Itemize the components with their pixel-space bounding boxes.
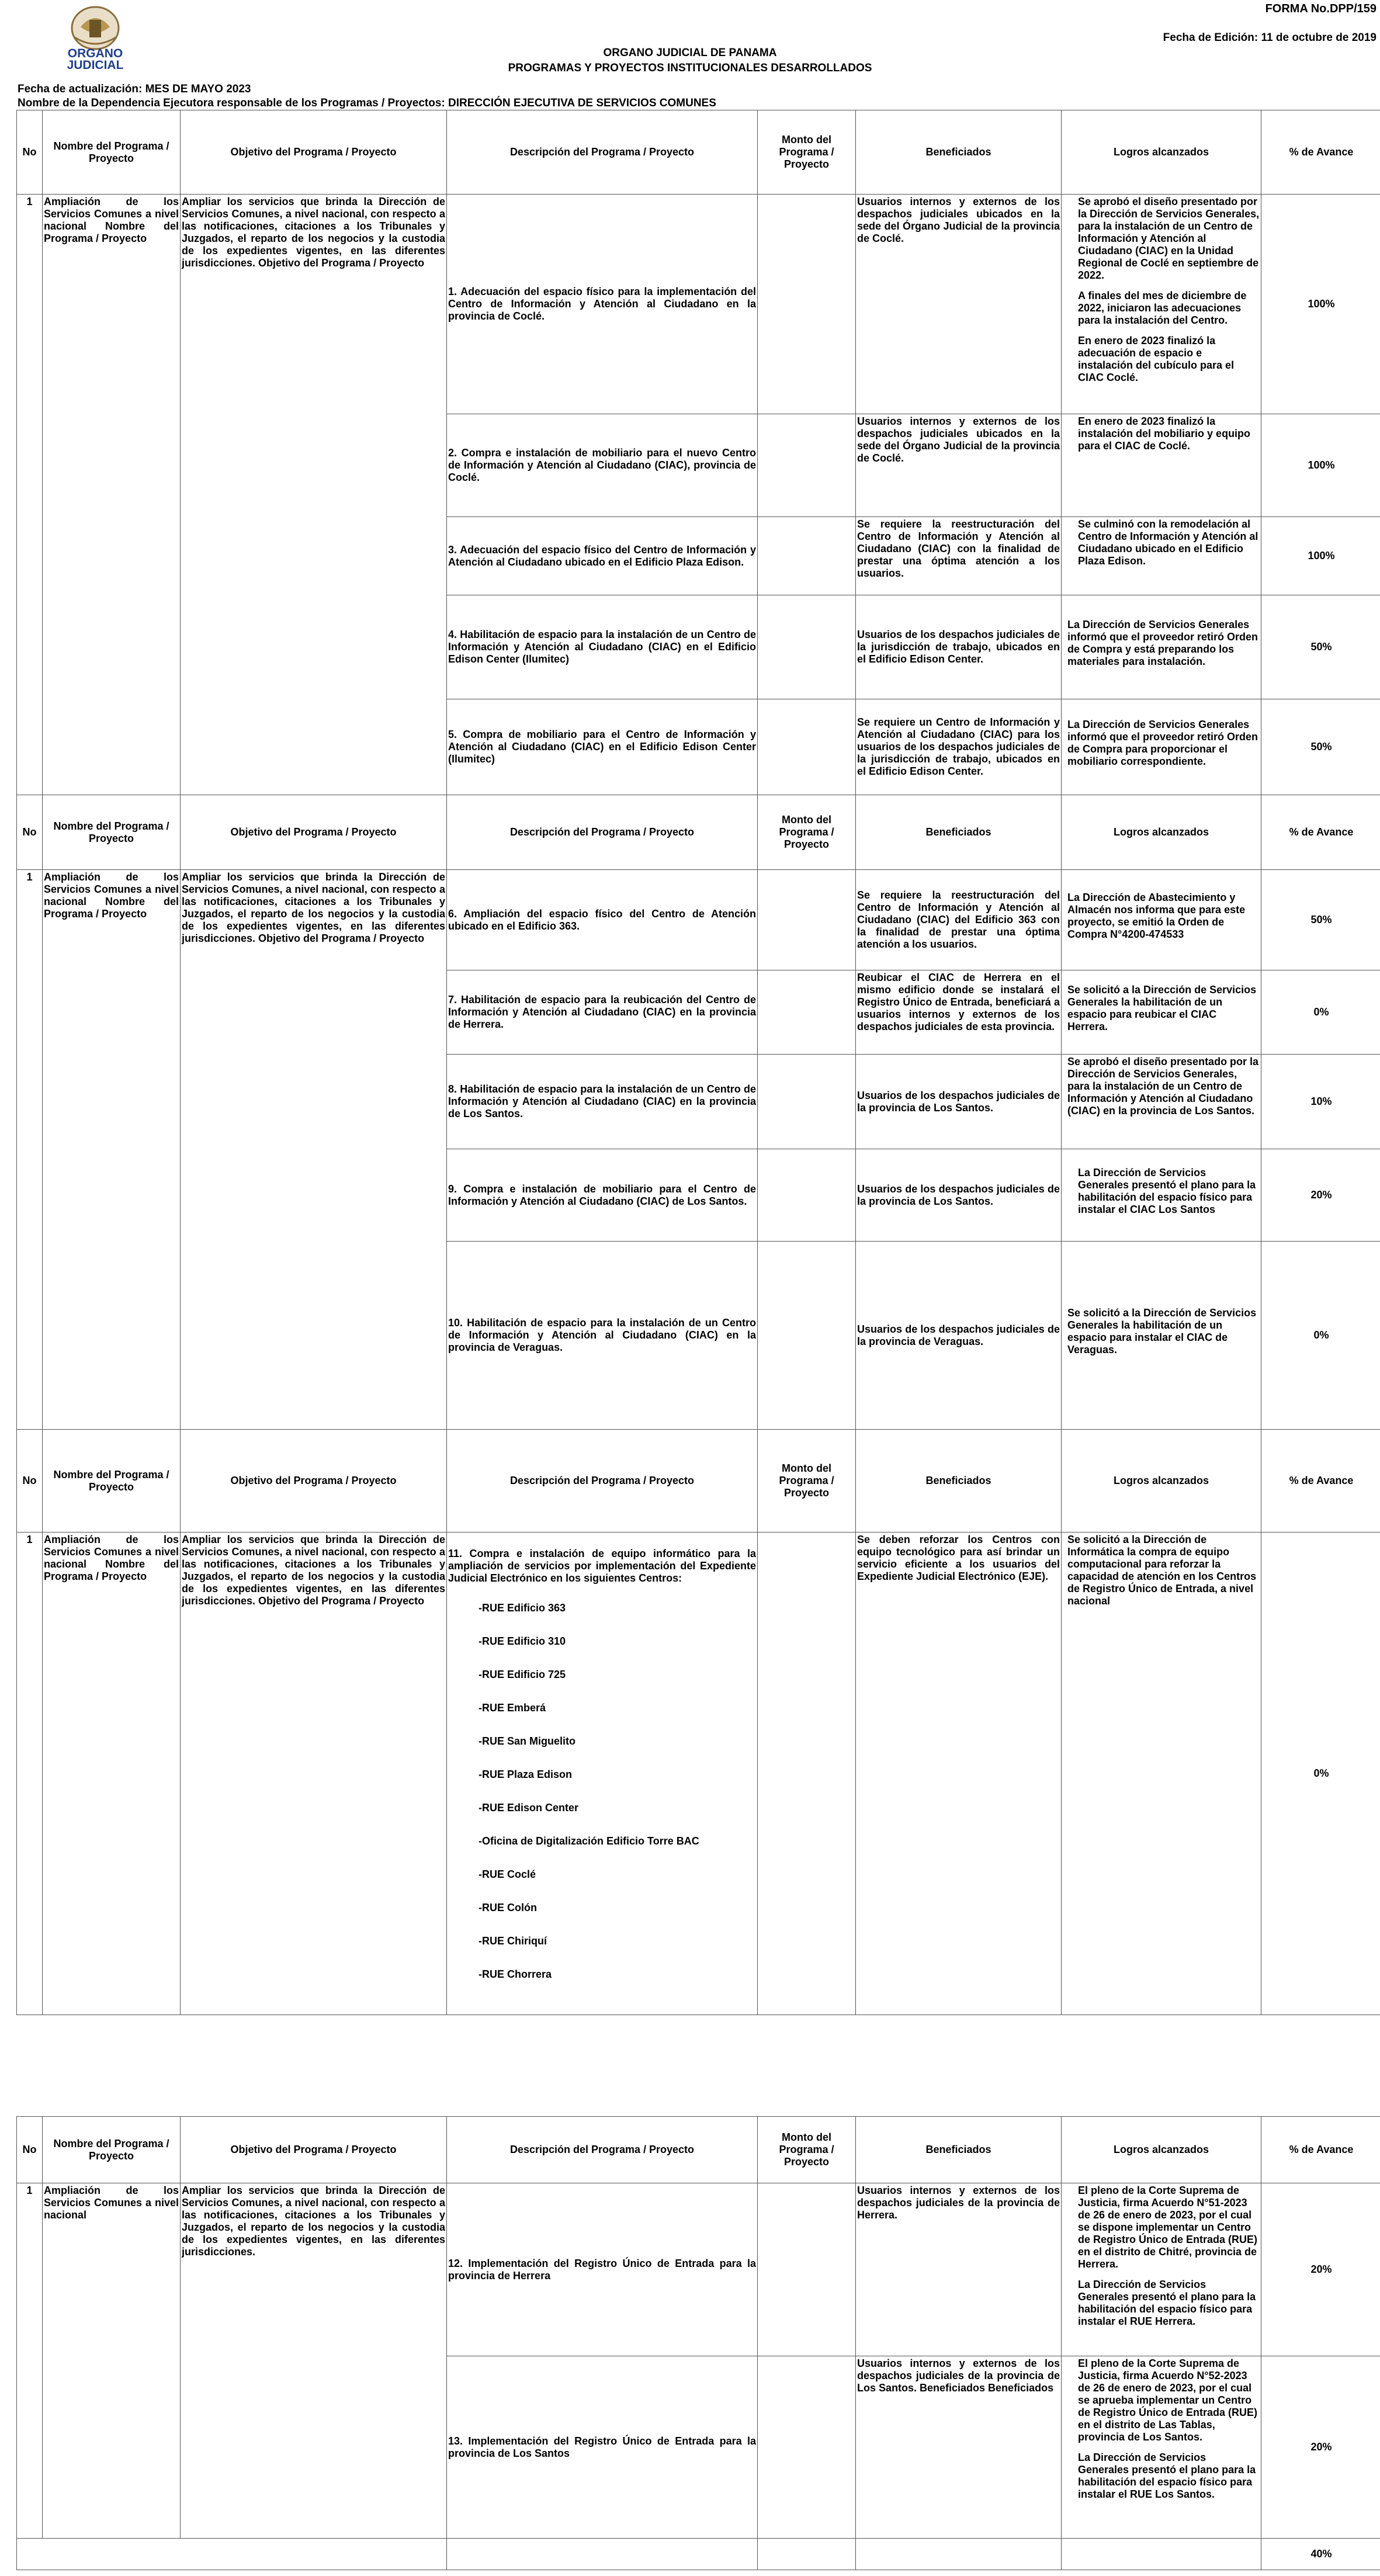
achievements: Se solicitó a la Dirección de Servicios Generales la habilitación de un espacio para instalar el CIAC de Veraguas. [1062, 1242, 1261, 1430]
program-objective: Ampliar los servicios que brinda la Dirección de Servicios Comunes, a nivel nacional, con respecto a las notificaciones, citaciones a los Tribunales y Juzgados, el reparto de los negocios y la custodia de los expedientes vigentes, en las diferentes jurisdicciones. Objetivo del Programa / Proyecto [181, 870, 447, 1430]
program-name: Ampliación de los Servicios Comunes a nivel nacional [43, 2183, 181, 2539]
program-description: 7. Habilitación de espacio para la reubicación del Centro de Información y Atención al Ciudadano (CIAC) en la provincia de Herrera. [447, 970, 758, 1055]
col-header-descripcion: Descripción del Programa / Proyecto [447, 795, 758, 870]
program-amount [758, 595, 856, 699]
col-header-no: No [17, 795, 43, 870]
progress-percent: 100% [1261, 414, 1380, 517]
program-description: 11. Compra e instalación de equipo informático para la ampliación de servicios por implementación del Expediente Judicial Electrónico en los siguientes Centros: -RUE Edificio 363 -RUE Edificio 310 -RUE Edificio 725 -RUE Emberá -RUE San Miguelito -RUE Plaza Edison -RUE Edison Center -Oficina de Digitalización Edificio Torre BAC -RUE Coclé -RUE Colón -RUE Chiriquí -RUE Chorrera [447, 1533, 758, 2015]
beneficiaries: Reubicar el CIAC de Herrera en el mismo edificio donde se instalará el Registro Único de Entrada, beneficiará a usuarios internos y externos de los despachos judiciales de esta provincia. [856, 970, 1062, 1055]
row-number: 1 [17, 870, 43, 1430]
program-amount [758, 414, 856, 517]
program-description: 9. Compra e instalación de mobiliario para el Centro de Información y Atención al Ciudadano (CIAC) de Los Santos. [447, 1149, 758, 1242]
list-item: -RUE Edificio 310 [479, 1635, 566, 1647]
col-header-objetivo: Objetivo del Programa / Proyecto [181, 795, 447, 870]
achievements: La Dirección de Servicios Generales informó que el proveedor retiró Orden de Compra para proporcionar el mobiliario correspondiente. [1062, 699, 1261, 795]
program-amount [758, 517, 856, 595]
report-title: PROGRAMAS Y PROYECTOS INSTITUCIONALES DESARROLLADOS [508, 62, 872, 74]
list-item: -RUE Colón [479, 1902, 537, 1913]
col-header-objetivo: Objetivo del Programa / Proyecto [181, 1430, 447, 1533]
progress-percent: 50% [1261, 870, 1380, 970]
progress-percent: 20% [1261, 2183, 1380, 2356]
col-header-avance: % de Avance [1261, 795, 1380, 870]
program-amount [758, 195, 856, 414]
table-row [17, 870, 1380, 970]
beneficiaries: Se deben reforzar los Centros con equipo tecnológico para así brindar un servicio eficiente a los usuarios del Expediente Judicial Electrónico (EJE). [856, 1533, 1062, 2015]
beneficiaries: Usuarios internos y externos de los despachos judiciales de la provincia de Herrera. [856, 2183, 1062, 2356]
achievements: La Dirección de Servicios Generales informó que el proveedor retiró Orden de Compra y está preparando los materiales para instalación. [1062, 595, 1261, 699]
achievements: Se aprobó el diseño presentado por la Dirección de Servicios Generales, para la instalación de un Centro de Información y Atención al Ciudadano (CIAC) en la provincia de Los Santos. [1062, 1055, 1261, 1149]
document-title [0, 46, 1380, 76]
progress-percent: 20% [1261, 2356, 1380, 2539]
program-name: Ampliación de los Servicios Comunes a nivel nacional Nombre del Programa / Proyecto [43, 1533, 181, 2015]
col-header-beneficiados: Beneficiados [856, 1430, 1062, 1533]
progress-percent: 0% [1261, 970, 1380, 1055]
program-description: 8. Habilitación de espacio para la instalación de un Centro de Información y Atención al Ciudadano (CIAC) en la provincia de Los Santos. [447, 1055, 758, 1149]
achievements: Se aprobó el diseño presentado por la Dirección de Servicios Generales, para la instalación de un Centro de Información y Atención al Ciudadano (CIAC) en la Unidad Regional de Coclé en septiembre de 2022. A finales del mes de diciembre de 2022, iniciaron las adecuaciones para la instalación del Centro. En enero de 2023 finalizó la adecuación de espacio e instalación del cubículo para el CIAC Coclé. [1062, 195, 1261, 414]
col-header-no: No [17, 110, 43, 195]
update-date: Fecha de actualización: MES DE MAYO 2023 [18, 83, 251, 95]
program-description: 1. Adecuación del espacio físico para la implementación del Centro de Información y Atención al Ciudadano en la provincia de Coclé. [447, 195, 758, 414]
beneficiaries: Se requiere la reestructuración del Centro de Información y Atención al Ciudadano (CIAC) del Edificio 363 con la finalidad de prestar una óptima atención a los usuarios. [856, 870, 1062, 970]
program-amount [758, 1242, 856, 1430]
total-empty-cell [17, 2539, 447, 2570]
achievements: Se culminó con la remodelación al Centro de Información y Atención al Ciudadano ubicado en el Edificio Plaza Edison. [1062, 517, 1261, 595]
col-header-nombre: Nombre del Programa / Proyecto [43, 795, 181, 870]
col-header-no: No [17, 2117, 43, 2183]
table-header-row [17, 795, 1380, 870]
dependency-name: Nombre de la Dependencia Ejecutora responsable de los Programas / Proyectos: DIRECCIÓN EJECUTIVA DE SERVICIOS COMUNES [18, 97, 716, 109]
progress-percent: 100% [1261, 195, 1380, 414]
row-number: 1 [17, 2183, 43, 2539]
col-header-nombre: Nombre del Programa / Proyecto [43, 1430, 181, 1533]
col-header-nombre: Nombre del Programa / Proyecto [43, 110, 181, 195]
col-header-descripcion: Descripción del Programa / Proyecto [447, 2117, 758, 2183]
list-item: -RUE Edificio 725 [479, 1669, 566, 1680]
program-name: Ampliación de los Servicios Comunes a nivel nacional Nombre del Programa / Proyecto [43, 870, 181, 1430]
list-item: -RUE Chorrera [479, 1968, 552, 1980]
beneficiaries: Se requiere un Centro de Información y Atención al Ciudadano (CIAC) para los usuarios de los despachos judiciales de la jurisdicción de trabajo, ubicados en el Edificio Edison Center. [856, 699, 1062, 795]
col-header-beneficiados: Beneficiados [856, 795, 1062, 870]
col-header-logros: Logros alcanzados [1062, 795, 1261, 870]
table-header-row [17, 1430, 1380, 1533]
col-header-monto: Monto del Programa / Proyecto [758, 1430, 856, 1533]
total-progress-percent: 40% [1261, 2539, 1380, 2570]
col-header-avance: % de Avance [1261, 110, 1380, 195]
col-header-nombre: Nombre del Programa / Proyecto [43, 2117, 181, 2183]
program-description: 2. Compra e instalación de mobiliario para el nuevo Centro de Información y Atención al Ciudadano (CIAC), provincia de Coclé. [447, 414, 758, 517]
achievements: El pleno de la Corte Suprema de Justicia, firma Acuerdo N°52-2023 de 26 de enero de 2023, por el cual se aprueba implementar un Centro de Registro Único de Entrada (RUE) en el distrito de Las Tablas, provincia de Los Santos. La Dirección de Servicios Generales presentó el plano para la habilitación del espacio físico para instalar el RUE Los Santos. [1062, 2356, 1261, 2539]
list-item: -RUE Emberá [479, 1702, 546, 1714]
progress-percent: 10% [1261, 1055, 1380, 1149]
progress-percent: 0% [1261, 1242, 1380, 1430]
list-item: -RUE Plaza Edison [479, 1769, 573, 1780]
col-header-objetivo: Objetivo del Programa / Proyecto [181, 110, 447, 195]
total-empty-cell [856, 2539, 1062, 2570]
table-row [17, 1533, 1380, 2015]
table-header-row [17, 2117, 1380, 2183]
achievements: Se solicitó a la Dirección de Servicios Generales la habilitación de un espacio para reubicar el CIAC Herrera. [1062, 970, 1261, 1055]
program-description: 6. Ampliación del espacio físico del Centro de Atención ubicado en el Edificio 363. [447, 870, 758, 970]
beneficiaries: Usuarios internos y externos de los despachos judiciales ubicados en la sede del Órgano Judicial de la provincia de Coclé. [856, 195, 1062, 414]
col-header-monto: Monto del Programa / Proyecto [758, 2117, 856, 2183]
achievements: La Dirección de Servicios Generales presentó el plano para la habilitación del espacio físico para instalar el CIAC Los Santos [1062, 1149, 1261, 1242]
projects-table-2 [16, 2116, 1380, 2570]
progress-percent: 20% [1261, 1149, 1380, 1242]
col-header-monto: Monto del Programa / Proyecto [758, 110, 856, 195]
beneficiaries: Se requiere la reestructuración del Centro de Información y Atención al Ciudadano (CIAC) con la finalidad de prestar una óptima atención a los usuarios. [856, 517, 1062, 595]
table-header-row [17, 110, 1380, 195]
list-item: -RUE Edificio 363 [479, 1602, 566, 1614]
total-row [17, 2539, 1380, 2570]
progress-percent: 100% [1261, 517, 1380, 595]
col-header-avance: % de Avance [1261, 2117, 1380, 2183]
total-empty-cell [1062, 2539, 1261, 2570]
table-row [17, 2183, 1380, 2356]
col-header-descripcion: Descripción del Programa / Proyecto [447, 1430, 758, 1533]
col-header-objetivo: Objetivo del Programa / Proyecto [181, 2117, 447, 2183]
list-item: -Oficina de Digitalización Edificio Torre BAC [479, 1835, 699, 1847]
beneficiaries: Usuarios de los despachos judiciales de la jurisdicción de trabajo, ubicados en el Edificio Edison Center. [856, 595, 1062, 699]
col-header-no: No [17, 1430, 43, 1533]
col-header-descripcion: Descripción del Programa / Proyecto [447, 110, 758, 195]
program-objective: Ampliar los servicios que brinda la Dirección de Servicios Comunes, a nivel nacional, con respecto a las notificaciones, citaciones a los Tribunales y Juzgados, el reparto de los negocios y la custodia de los expedientes vigentes, en las diferentes jurisdicciones. Objetivo del Programa / Proyecto [181, 1533, 447, 2015]
program-description: 3. Adecuación del espacio físico del Centro de Información y Atención al Ciudadano ubicado en el Edificio Plaza Edison. [447, 517, 758, 595]
col-header-logros: Logros alcanzados [1062, 2117, 1261, 2183]
projects-table-1 [16, 110, 1380, 2015]
achievements: La Dirección de Abastecimiento y Almacén nos informa que para este proyecto, se emitió la Orden de Compra N°4200-474533 [1062, 870, 1261, 970]
program-amount [758, 1149, 856, 1242]
total-empty-cell [447, 2539, 758, 2570]
achievements: Se solicitó a la Dirección de Informática la compra de equipo computacional para reforzar la capacidad de atención en los Centros de Registro Único de Entrada, a nivel nacional [1062, 1533, 1261, 2015]
program-amount [758, 970, 856, 1055]
program-amount [758, 2183, 856, 2356]
centers-list [479, 1602, 756, 1981]
edition-date: Fecha de Edición: 11 de octubre de 2019 [1163, 32, 1376, 44]
program-objective: Ampliar los servicios que brinda la Dirección de Servicios Comunes, a nivel nacional, con respecto a las notificaciones, citaciones a los Tribunales y Juzgados, el reparto de los negocios y la custodia de los expedientes vigentes, en las diferentes jurisdicciones. Objetivo del Programa / Proyecto [181, 195, 447, 795]
row-number: 1 [17, 1533, 43, 2015]
progress-percent: 50% [1261, 595, 1380, 699]
list-item: -RUE Coclé [479, 1868, 536, 1880]
logo-text: ORGANO JUDICIAL [67, 47, 124, 72]
col-header-avance: % de Avance [1261, 1430, 1380, 1533]
beneficiaries: Usuarios internos y externos de los despachos judiciales ubicados en la sede del Órgano Judicial de la provincia de Coclé. [856, 414, 1062, 517]
form-number: FORMA No.DPP/159 [1265, 2, 1376, 15]
achievements: En enero de 2023 finalizó la instalación del mobiliario y equipo para el CIAC de Coclé. [1062, 414, 1261, 517]
program-amount [758, 1533, 856, 2015]
program-description: 4. Habilitación de espacio para la instalación de un Centro de Información y Atención al Ciudadano (CIAC) en el Edificio Edison Center (Ilumitec) [447, 595, 758, 699]
program-description: 13. Implementación del Registro Único de Entrada para la provincia de Los Santos [447, 2356, 758, 2539]
program-description: 12. Implementación del Registro Único de Entrada para la provincia de Herrera [447, 2183, 758, 2356]
row-number: 1 [17, 195, 43, 795]
progress-percent: 0% [1261, 1533, 1380, 2015]
col-header-monto: Monto del Programa / Proyecto [758, 795, 856, 870]
program-description: 5. Compra de mobiliario para el Centro de Información y Atención al Ciudadano (CIAC) en el Edificio Edison Center (Ilumitec) [447, 699, 758, 795]
list-item: -RUE San Miguelito [479, 1735, 575, 1747]
program-objective: Ampliar los servicios que brinda la Dirección de Servicios Comunes, a nivel nacional, con respecto a las notificaciones, citaciones a los Tribunales y Juzgados, el reparto de los negocios y la custodia de los expedientes vigentes, en las diferentes jurisdicciones. [181, 2183, 447, 2539]
program-name: Ampliación de los Servicios Comunes a nivel nacional Nombre del Programa / Proyecto [43, 195, 181, 795]
total-empty-cell [758, 2539, 856, 2570]
program-amount [758, 2356, 856, 2539]
table-row [17, 195, 1380, 414]
progress-percent: 50% [1261, 699, 1380, 795]
program-amount [758, 870, 856, 970]
beneficiaries: Usuarios de los despachos judiciales de la provincia de Los Santos. [856, 1055, 1062, 1149]
list-item: -RUE Edison Center [479, 1802, 579, 1814]
beneficiaries: Usuarios de los despachos judiciales de la provincia de Veraguas. [856, 1242, 1062, 1430]
beneficiaries: Usuarios de los despachos judiciales de la provincia de Los Santos. [856, 1149, 1062, 1242]
achievements: El pleno de la Corte Suprema de Justicia, firma Acuerdo N°51-2023 de 26 de enero de 2023, por el cual se dispone implementar un Centro de Registro Único de Entrada (RUE) en el distrito de Chitré, provincia de Herrera. La Dirección de Servicios Generales presentó el plano para la habilitación del espacio físico para instalar el RUE Herrera. [1062, 2183, 1261, 2356]
program-amount [758, 1055, 856, 1149]
beneficiaries: Usuarios internos y externos de los despachos judiciales de la provincia de Los Santos. Beneficiados Beneficiados [856, 2356, 1062, 2539]
col-header-beneficiados: Beneficiados [856, 2117, 1062, 2183]
program-amount [758, 699, 856, 795]
col-header-logros: Logros alcanzados [1062, 110, 1261, 195]
org-name: ORGANO JUDICIAL DE PANAMA [603, 47, 777, 59]
col-header-logros: Logros alcanzados [1062, 1430, 1261, 1533]
program-description: 10. Habilitación de espacio para la instalación de un Centro de Información y Atención al Ciudadano (CIAC) en la provincia de Veraguas. [447, 1242, 758, 1430]
col-header-beneficiados: Beneficiados [856, 110, 1062, 195]
list-item: -RUE Chiriquí [479, 1935, 547, 1947]
